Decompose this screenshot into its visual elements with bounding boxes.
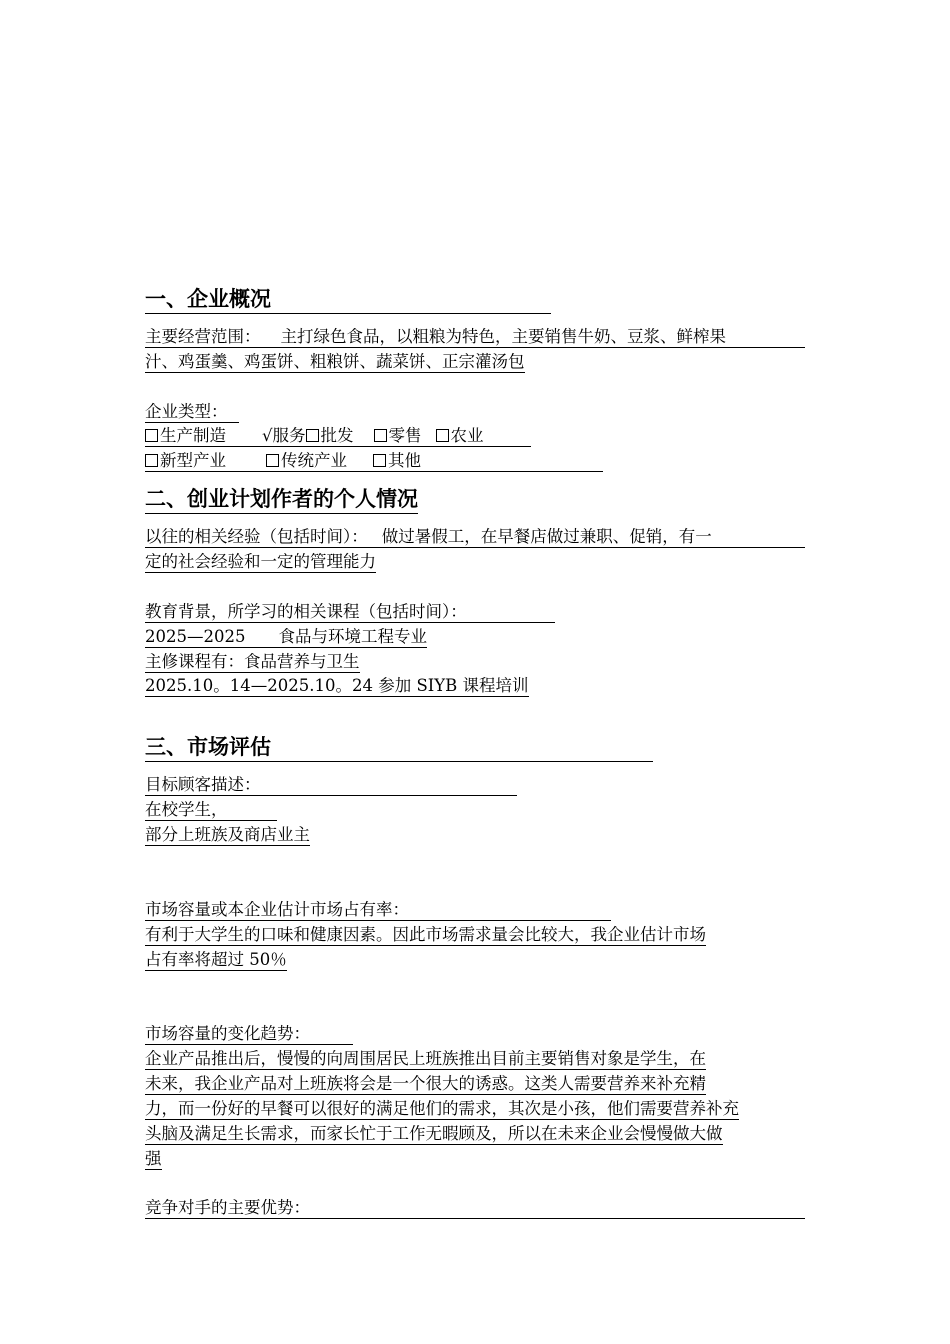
section-2-title: 二、创业计划作者的个人情况 bbox=[145, 486, 418, 514]
type-traditional-industry[interactable]: 传统产业 bbox=[266, 451, 347, 470]
checkbox-icon bbox=[373, 454, 386, 467]
market-capacity-label: 市场容量或本企业估计市场占有率： bbox=[145, 900, 611, 921]
type-service[interactable]: √服务 bbox=[262, 426, 306, 445]
target-customer-label: 目标顾客描述： bbox=[145, 775, 517, 796]
market-trend-text-3: 力，而一份好的早餐可以很好的满足他们的需求，其次是小孩，他们需要营养补充 bbox=[145, 1099, 739, 1118]
education-line-1: 2025—2025 食品与环境工程专业 bbox=[145, 627, 427, 646]
type-retail[interactable]: 零售 bbox=[374, 426, 422, 445]
section-3-title: 三、市场评估 bbox=[145, 734, 653, 762]
experience-text-1: 做过暑假工，在早餐店做过兼职、促销，有一 bbox=[381, 527, 712, 546]
education-line-3: 2025.10。14—2025.10。24 参加 SIYB 课程培训 bbox=[145, 676, 529, 695]
type-other[interactable]: 其他 bbox=[373, 451, 421, 470]
type-agriculture[interactable]: 农业 bbox=[436, 426, 484, 445]
check-mark-icon: √ bbox=[262, 426, 273, 445]
type-wholesale[interactable]: 批发 bbox=[306, 426, 354, 445]
checkbox-icon bbox=[145, 454, 158, 467]
business-scope-line-2: 汁、鸡蛋羹、鸡蛋饼、粗粮饼、蔬菜饼、正宗灌汤包 bbox=[145, 352, 525, 371]
market-trend-text-2: 未来，我企业产品对上班族将会是一个很大的诱惑。这类人需要营养来补充精 bbox=[145, 1074, 706, 1093]
checkbox-icon bbox=[306, 429, 319, 442]
business-scope-label: 主要经营范围： bbox=[145, 327, 261, 346]
competitor-advantage-label: 竞争对手的主要优势： bbox=[145, 1198, 805, 1219]
business-type-row-1 bbox=[145, 426, 531, 447]
checkbox-icon bbox=[266, 454, 279, 467]
section-1-title: 一、企业概况 bbox=[145, 286, 551, 314]
checkbox-icon bbox=[436, 429, 449, 442]
experience-line-2: 定的社会经验和一定的管理能力 bbox=[145, 552, 376, 571]
checkbox-icon bbox=[374, 429, 387, 442]
experience-label: 以往的相关经验（包括时间）： bbox=[145, 527, 368, 546]
market-trend-text-4: 头脑及满足生长需求，而家长忙于工作无暇顾及，所以在未来企业会慢慢做大做 bbox=[145, 1124, 723, 1143]
experience-line-1 bbox=[145, 527, 805, 548]
market-trend-text-1: 企业产品推出后，慢慢的向周围居民上班族推出目前主要销售对象是学生，在 bbox=[145, 1049, 706, 1068]
business-scope-line-1 bbox=[145, 327, 805, 348]
market-trend-text-5: 强 bbox=[145, 1149, 162, 1168]
business-type-label: 企业类型： bbox=[145, 402, 239, 423]
education-label: 教育背景，所学习的相关课程（包括时间）： bbox=[145, 602, 555, 623]
market-capacity-text-2: 占有率将超过 50％ bbox=[145, 950, 287, 969]
market-trend-label: 市场容量的变化趋势： bbox=[145, 1024, 353, 1045]
target-customer-line-1: 在校学生， bbox=[145, 800, 277, 821]
business-type-row-2 bbox=[145, 451, 603, 472]
education-line-2: 主修课程有：食品营养与卫生 bbox=[145, 652, 360, 671]
checkbox-icon bbox=[145, 429, 158, 442]
market-capacity-text-1: 有利于大学生的口味和健康因素。因此市场需求量会比较大，我企业估计市场 bbox=[145, 925, 706, 944]
target-customer-line-2: 部分上班族及商店业主 bbox=[145, 825, 310, 844]
type-manufacturing[interactable]: 生产制造 bbox=[145, 426, 226, 445]
type-new-industry[interactable]: 新型产业 bbox=[145, 451, 226, 470]
business-scope-text-1: 主打绿色食品，以粗粮为特色，主要销售牛奶、豆浆、鲜榨果 bbox=[280, 327, 726, 346]
